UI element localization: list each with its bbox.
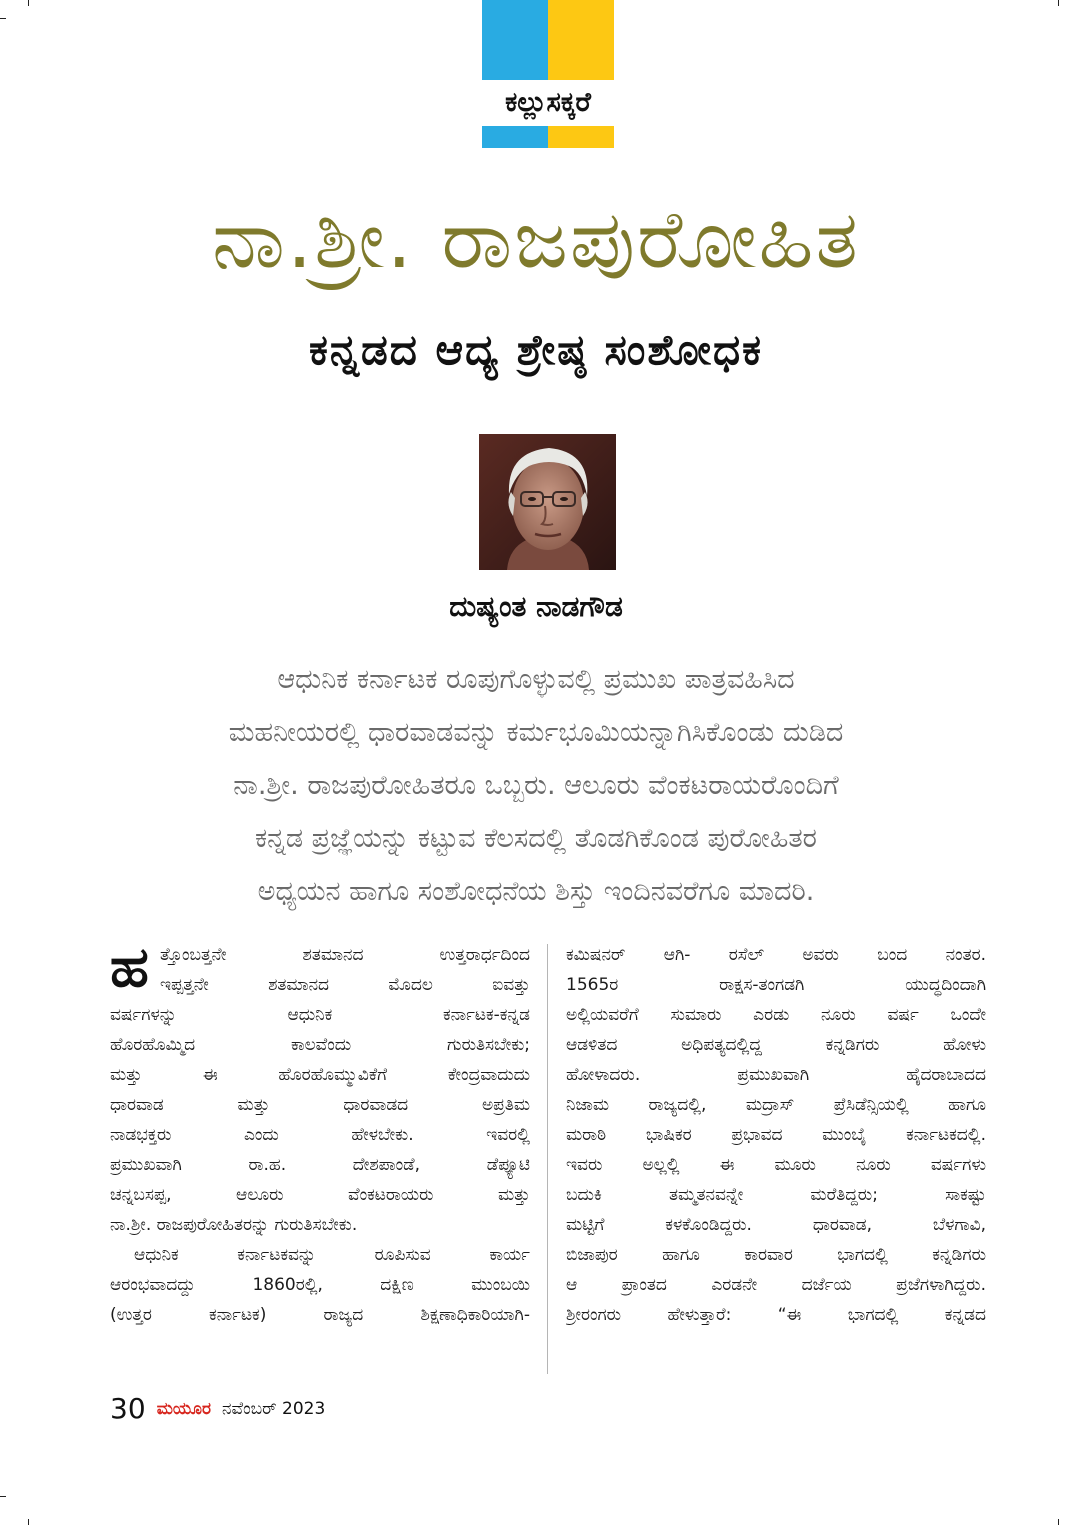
text-line: ಚನ್ನಬಸಪ್ಪ, ಆಲೂರು ವೆಂಕಟರಾಯರು ಮತ್ತು bbox=[110, 1185, 530, 1205]
crop-mark bbox=[28, 0, 29, 6]
text-line: 1565ರ ರಾಕ್ಷಸ-ತಂಗಡಗಿ ಯುದ್ಧದಿಂದಾಗಿ bbox=[566, 975, 986, 995]
badge-yellow-strip bbox=[548, 126, 614, 148]
magazine-name: ಮಯೂರ bbox=[156, 1398, 211, 1419]
page-number: 30 bbox=[110, 1392, 146, 1425]
author-name: ದುಷ್ಯಂತ ನಾಡಗೌಡ bbox=[449, 590, 623, 623]
lead-line: ಕನ್ನಡ ಪ್ರಜ್ಞೆಯನ್ನು ಕಟ್ಟುವ ಕೆಲಸದಲ್ಲಿ ತೊಡಗಿಕೊಂಡ ಪುರೋಹಿತರ bbox=[255, 823, 817, 854]
badge-blue-block bbox=[482, 0, 548, 80]
text-line: ವರ್ಷಗಳನ್ನು ಆಧುನಿಕ ಕರ್ನಾಟಕ-ಕನ್ನಡ bbox=[110, 1005, 530, 1025]
text-line: ಪ್ರಮುಖವಾಗಿ ರಾ.ಹ. ದೇಶಪಾಂಡೆ, ಡೆಪ್ಯೂಟಿ bbox=[110, 1155, 530, 1175]
text-line: ತ್ತೊಂಬತ್ತನೇ ಶತಮಾನದ ಉತ್ತರಾರ್ಧದಿಂದ bbox=[160, 945, 530, 965]
lead-line: ಮಹನೀಯರಲ್ಲಿ ಧಾರವಾಡವನ್ನು ಕರ್ಮಭೂಮಿಯನ್ನಾಗಿಸಿಕೊಂಡು ದುಡಿದ bbox=[228, 717, 844, 748]
portrait-illustration bbox=[479, 434, 616, 570]
crop-mark bbox=[0, 1496, 6, 1497]
text-line: ಆ ಪ್ರಾಂತದ ಎರಡನೇ ದರ್ಜೆಯ ಪ್ರಜೆಗಳಾಗಿದ್ದರು. bbox=[566, 1275, 986, 1295]
drop-cap: ಹ bbox=[110, 935, 149, 1000]
text-line: ನಾ.ಶ್ರೀ. ರಾಜಪುರೋಹಿತರನ್ನು ಗುರುತಿಸಬೇಕು. bbox=[110, 1215, 358, 1235]
text-line: ಆರಂಭವಾದದ್ದು 1860ರಲ್ಲಿ, ದಕ್ಷಿಣ ಮುಂಬಯಿ bbox=[110, 1275, 530, 1295]
body-column-right bbox=[566, 940, 986, 1330]
crop-mark bbox=[1058, 1519, 1059, 1525]
author-photo bbox=[479, 434, 616, 570]
text-line: ಮರಾಠಿ ಭಾಷಿಕರ ಪ್ರಭಾವದ ಮುಂಬೈ ಕರ್ನಾಟಕದಲ್ಲಿ. bbox=[566, 1125, 986, 1145]
text-line: ಬದುಕಿ ತಮ್ಮತನವನ್ನೇ ಮರೆತಿದ್ದರು; ಸಾಕಷ್ಟು bbox=[566, 1185, 986, 1205]
text-line: ಧಾರವಾಡ ಮತ್ತು ಧಾರವಾಡದ ಅಪ್ರತಿಮ bbox=[110, 1095, 530, 1115]
text-line: ಶ್ರೀರಂಗರು ಹೇಳುತ್ತಾರೆ: “ಈ ಭಾಗದಲ್ಲಿ ಕನ್ನಡದ bbox=[566, 1305, 986, 1325]
lead-line: ಅಧ್ಯಯನ ಹಾಗೂ ಸಂಶೋಧನೆಯ ಶಿಸ್ತು ಇಂದಿನವರೆಗೂ ಮಾದರಿ. bbox=[257, 876, 815, 907]
text-line: ಆಡಳಿತದ ಅಧಿಪತ್ಯದಲ್ಲಿದ್ದ ಕನ್ನಡಿಗರು ಹೋಳು bbox=[566, 1035, 986, 1055]
article-subtitle: ಕನ್ನಡದ ಆದ್ಯ ಶ್ರೇಷ್ಠ ಸಂಶೋಧಕ bbox=[309, 325, 763, 374]
text-line: ಆಧುನಿಕ ಕರ್ನಾಟಕವನ್ನು ರೂಪಿಸುವ ಕಾರ್ಯ bbox=[134, 1245, 530, 1265]
text-line: ಮಟ್ಟಿಗೆ ಕಳಕೊಂಡಿದ್ದರು. ಧಾರವಾಡ, ಬೆಳಗಾವಿ, bbox=[566, 1215, 986, 1235]
text-line: ನಾಡಭಕ್ತರು ಎಂದು ಹೇಳಬೇಕು. ಇವರಲ್ಲಿ bbox=[110, 1125, 530, 1145]
text-line: ಹೋಳಾದರು. ಪ್ರಮುಖವಾಗಿ ಹೈದರಾಬಾದದ bbox=[566, 1065, 986, 1085]
badge-blue-strip bbox=[482, 126, 548, 148]
column-divider bbox=[547, 944, 548, 1374]
lead-line: ಆಧುನಿಕ ಕರ್ನಾಟಕ ರೂಪುಗೊಳ್ಳುವಲ್ಲಿ ಪ್ರಮುಖ ಪಾತ್ರವಹಿಸಿದ bbox=[277, 664, 795, 695]
badge-yellow-block bbox=[548, 0, 614, 80]
text-line: ಬಿಜಾಪುರ ಹಾಗೂ ಕಾರವಾರ ಭಾಗದಲ್ಲಿ ಕನ್ನಡಿಗರು bbox=[566, 1245, 986, 1265]
body-column-left bbox=[110, 935, 530, 1330]
text-line: ನಿಜಾಮ ರಾಜ್ಯದಲ್ಲಿ, ಮದ್ರಾಸ್ ಪ್ರೆಸಿಡೆನ್ಸಿಯಲ್ಲಿ ಹಾಗೂ bbox=[566, 1095, 986, 1115]
text-line: (ಉತ್ತರ ಕರ್ನಾಟಕ) ರಾಜ್ಯದ ಶಿಕ್ಷಣಾಧಿಕಾರಿಯಾಗಿ- bbox=[110, 1305, 530, 1325]
column-name: ಕಲ್ಲುಸಕ್ಕರೆ bbox=[505, 87, 591, 118]
text-line: ಕಮಿಷನರ್ ಆಗಿ- ರಸೆಲ್ ಅವರು ಬಂದ ನಂತರ. bbox=[566, 945, 986, 965]
text-line: ಇಪ್ಪತ್ತನೇ ಶತಮಾನದ ಮೊದಲ ಐವತ್ತು bbox=[160, 975, 530, 995]
crop-mark bbox=[28, 1519, 29, 1525]
page-footer bbox=[110, 1392, 325, 1432]
lead-line: ನಾ.ಶ್ರೀ. ರಾಜಪುರೋಹಿತರೂ ಒಬ್ಬರು. ಆಲೂರು ವೆಂಕಟರಾಯರೊಂದಿಗೆ bbox=[233, 770, 839, 801]
lead-paragraph bbox=[96, 653, 976, 918]
article-title: ನಾ.ಶ್ರೀ. ರಾಜಪುರೋಹಿತ bbox=[212, 193, 860, 286]
issue-date: ನವೆಂಬರ್ 2023 bbox=[222, 1398, 326, 1419]
crop-mark bbox=[0, 18, 6, 19]
text-line: ಮತ್ತು ಈ ಹೊರಹೊಮ್ಮುವಿಕೆಗೆ ಕೇಂದ್ರವಾದುದು bbox=[110, 1065, 530, 1085]
text-line: ಇವರು ಅಲ್ಲಲ್ಲಿ ಈ ಮೂರು ನೂರು ವರ್ಷಗಳು bbox=[566, 1155, 986, 1175]
column-badge bbox=[482, 0, 614, 148]
text-line: ಹೊರಹೊಮ್ಮಿದ ಕಾಲವೆಂದು ಗುರುತಿಸಬೇಕು; bbox=[110, 1035, 530, 1055]
text-line: ಅಲ್ಲಿಯವರೆಗೆ ಸುಮಾರು ಎರಡು ನೂರು ವರ್ಷ ಒಂದೇ bbox=[566, 1005, 986, 1025]
crop-mark bbox=[1058, 0, 1059, 6]
